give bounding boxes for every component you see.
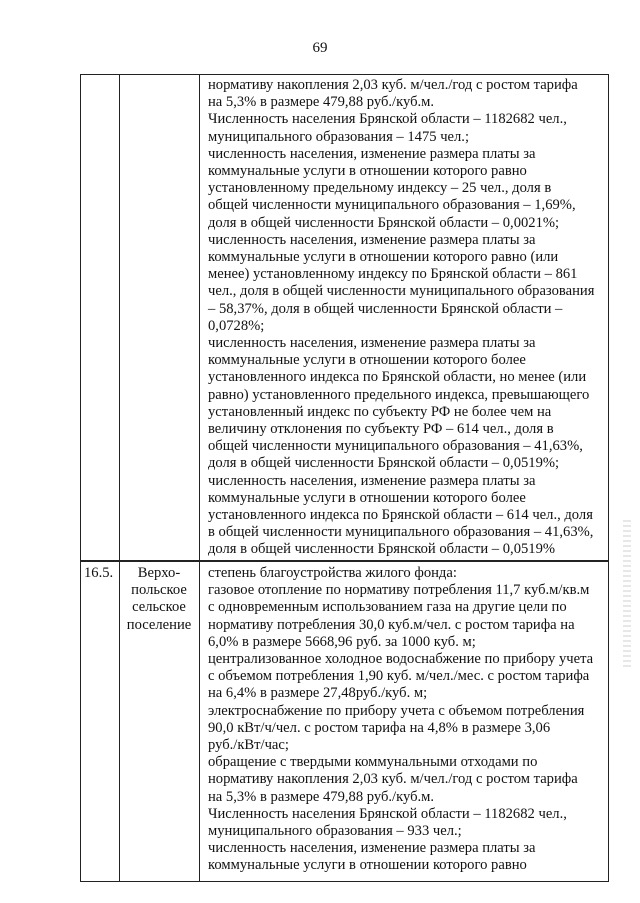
name-line: сельское [132,599,186,616]
text-line: менее) установленному индексу по Брянской области – 861 [208,266,578,283]
text-line: 90,0 кВт/ч/чел. с ростом тарифа на 4,8% в размере 3,06 [208,719,551,736]
row-16-5-text [208,565,593,875]
text-line: 6,0% в размере 5668,96 руб. за 1000 куб. м; [208,633,476,650]
text-line: общей численности муниципального образования – 41,63%, [208,438,583,455]
text-line: равно) установленного предельного индекса, превышающего [208,386,590,403]
name-line: поселение [126,616,192,633]
text-line: установленного индекса по Брянской области – 614 чел., доля [208,507,593,524]
text-line: электроснабжение по прибору учета с объемом потребления [208,702,585,719]
tariff-table [80,74,609,882]
text-line: доля в общей численности Брянской области – 0,0519% [208,541,556,558]
row-number: 16.5. [84,565,114,581]
text-line: установленному предельному индексу – 25 чел., доля в [208,180,552,197]
text-line: коммунальные услуги в отношении которого равно [208,163,527,180]
page-number: 69 [312,40,328,56]
name-line: Верхо- [137,565,181,581]
top-block-text [208,77,594,559]
text-line: степень благоустройства жилого фонда: [208,565,457,581]
text-line: централизованное холодное водоснабжение по прибору учета [208,651,594,668]
text-line: коммунальные услуги в отношении которого равно (или [208,249,559,266]
text-line: газовое отопление по нормативу потребления 11,7 куб.м/кв.м [208,582,590,599]
row-divider [81,560,608,562]
text-line: руб./кВт/час; [208,737,289,754]
text-line: численность населения, изменение размера платы за [208,231,536,248]
column-divider-1 [119,75,120,881]
text-line: с объемом потребления 1,90 куб. м/чел./мес. с ростом тарифа [208,668,590,685]
text-line: численность населения, изменение размера платы за [208,472,536,489]
text-line: на 5,3% в размере 479,88 руб./куб.м. [208,788,435,805]
text-line: величину отклонения по субъекту РФ – 614 чел., доля в [208,421,554,438]
text-line: обращение с твердыми коммунальными отходами по [208,754,538,771]
text-line: доля в общей численности Брянской области – 0,0021%; [208,214,560,231]
text-line: численность населения, изменение размера платы за [208,335,536,352]
text-line: на 5,3% в размере 479,88 руб./куб.м. [208,94,435,111]
text-line: на 6,4% в размере 27,48руб./куб. м; [208,685,428,702]
text-line: установленный индекс по субъекту РФ не более чем на [208,403,552,420]
text-line: коммунальные услуги в отношении которого равно [208,857,527,874]
text-line: установленного индекса по Брянской области, но менее (или [208,369,587,386]
column-divider-2 [199,75,200,881]
text-line: коммунальные услуги в отношении которого более [208,352,526,369]
text-line: Численность населения Брянской области – 1182682 чел., [208,111,567,128]
text-line: общей численности муниципального образования – 1,69%, [208,197,576,214]
text-line: муниципального образования – 1475 чел.; [208,128,470,145]
municipality-name [121,565,197,634]
text-line: численность населения, изменение размера платы за [208,840,536,857]
text-line: коммунальные услуги в отношении которого более [208,489,526,506]
text-line: нормативу накопления 2,03 куб. м/чел./год с ростом тарифа [208,77,578,93]
text-line: в общей численности муниципального образования – 41,63%, [208,524,594,541]
text-line: – 58,37%, доля в общей численности Брянской области – [208,300,563,317]
text-line: нормативу потребления 30,0 куб.м/чел. с ростом тарифа на [208,616,575,633]
text-line: доля в общей численности Брянской области – 0,0519%; [208,455,560,472]
text-line: Численность населения Брянской области – 1182682 чел., [208,805,567,822]
text-line: чел., доля в общей численности муниципального образования [208,283,595,300]
text-line: 0,0728%; [208,317,265,334]
text-line: численность населения, изменение размера платы за [208,145,536,162]
margin-stamp-mark [623,520,631,670]
name-line: польское [131,582,187,599]
text-line: нормативу накопления 2,03 куб. м/чел./год с ростом тарифа [208,771,578,788]
text-line: с одновременным использованием газа на другие цели по [208,599,567,616]
text-line: муниципального образования – 933 чел.; [208,823,462,840]
